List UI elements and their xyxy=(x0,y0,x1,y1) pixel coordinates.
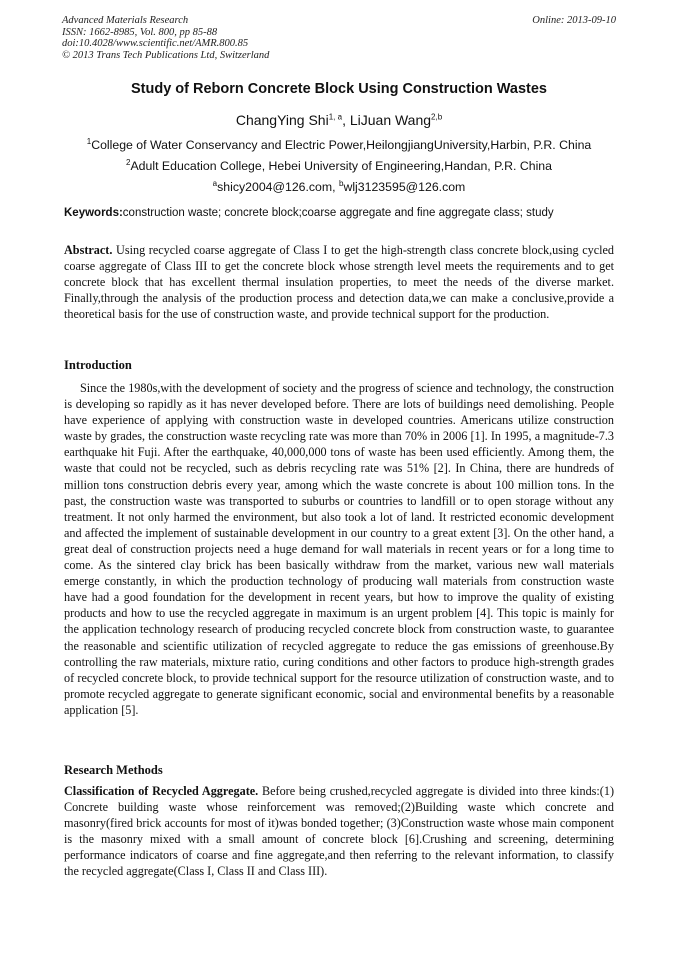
online-date: Online: 2013-09-10 xyxy=(532,15,616,26)
methods-label: Classification of Recycled Aggregate. xyxy=(64,784,259,798)
methods-heading: Research Methods xyxy=(64,763,163,777)
keywords xyxy=(64,207,624,219)
affiliation-2-sup: 2 xyxy=(126,157,131,167)
affiliation-2-text: Adult Education College, Hebei University of Engineering,Handan, P.R. China xyxy=(130,159,552,173)
issn: ISSN: 1662-8985, Vol. 800, pp 85-88 xyxy=(62,26,218,38)
email-b[interactable]: wlj3123595@126.com xyxy=(343,180,466,194)
introduction-text: Since the 1980s,with the development of society and the progress of science and technology, the construction is developing so rapidly as it has never developed before. There are lots of buildings need demolishing. People have experience of applying with construction waste in developed countries. Americans utilize construction waste by grades, the construction waste recycling rate was more than 70% in 2006 [1]. In 1995, a magnitude-7.3 earthquake hit Fuji. After the earthquake, 40,000,000 tons of waste has been used efficiently. Among them, the waste that could not be recycled, such as debris recycling rate was 51% [2]. In China, there are hundreds of million tons construction debris every year, among which the waste concrete is about 100 million tons. In the past, the construction waste was transported to suburbs or countries to landfill or to open storage without any treatment. It not only harmed the environment, but also took a lot of land. It restricted economic development and affected the implement of sustainable development in our country to a great extent [3]. On the other hand, a great deal of construction projects need a huge demand for wall materials in recent years or for a long time to come. As the sintered clay brick has been basically withdraw from the market, various new wall materials emerge constantly, in which the production technology of producing wall materials from construction waste have had a good foundation for the development in recent years, but how to improve the quality of existing products and how to use the recycled aggregate in maximum is an urgent problem [4]. This topic is mainly for the application technology research of producing recycled concrete block from construction waste, to guarantee the reasonable and scientific utilization of recycled aggregate to reduce the gas emissions of greenhouse.By controlling the raw materials, mixture ratio, curing conditions and other factors to produce high-strength grades of recycled concrete block, to provide technical support for the resource utilization of construction waste, and to promote recycled aggregate to generate significant economic, social and environmental benefits by a reasonable application [5]. xyxy=(64,381,614,717)
keywords-text: construction waste; concrete block;coarse aggregate and fine aggregate class; study xyxy=(122,207,554,219)
abstract-label: Abstract. xyxy=(64,243,113,257)
author-2: LiJuan Wang xyxy=(349,112,432,128)
email-line xyxy=(0,180,678,194)
author-separator: , xyxy=(342,112,350,128)
author-1: ChangYing Shi xyxy=(235,112,329,128)
methods-paragraph xyxy=(64,783,614,880)
copyright: © 2013 Trans Tech Publications Ltd, Switzerland xyxy=(62,49,270,61)
affiliation-1-sup: 1 xyxy=(86,136,92,146)
paper-title: Study of Reborn Concrete Block Using Construction Wastes xyxy=(131,81,547,97)
author-line xyxy=(0,112,678,128)
methods-text: Before being crushed,recycled aggregate is divided into three kinds:(1) Concrete building waste whose reinforcement was removed;(2)Building waste which concrete and masonry(fired brick accounts for most of it)was bonded together; (3)Construction waste whose main component is the masonry mixed with a small amount of concrete block [6].Crushing and screening, determining performance indicators of coarse and fine aggregate,and then referring to the relevant information, to classify the recycled aggregate(Class I, Class II and Class III). xyxy=(64,784,615,879)
abstract-text: Using recycled coarse aggregate of Class I to get the high-strength class concrete block,using cycled coarse aggregate of Class III to get the concrete block whose strength level meets the requirements and to get concrete block that has excellent thermal insulation properties, to meet the needs of the diverse market. Finally,through the analysis of the production process and detection data,we can make a conclusive,provide a theoretical basis for the use of construction waste, and provide technical support for the production. xyxy=(64,243,614,322)
email-b-sup: b xyxy=(338,178,344,188)
email-a-sup: a xyxy=(212,178,218,188)
author-1-sup: 1, a xyxy=(328,112,343,122)
introduction-heading: Introduction xyxy=(64,358,132,372)
journal-header xyxy=(62,15,269,61)
abstract xyxy=(64,242,614,322)
email-a[interactable]: shicy2004@126.com, xyxy=(217,180,339,194)
keywords-label: Keywords: xyxy=(64,207,123,219)
affiliation-1-text: College of Water Conservancy and Electric Power,HeilongjiangUniversity,Harbin, P.R. China xyxy=(91,138,592,152)
author-2-sup: 2,b xyxy=(431,112,443,122)
doi: doi:10.4028/www.scientific.net/AMR.800.85 xyxy=(62,38,249,49)
affiliation-2 xyxy=(0,159,678,173)
affiliation-1 xyxy=(0,138,678,152)
journal-name: Advanced Materials Research xyxy=(62,15,189,26)
